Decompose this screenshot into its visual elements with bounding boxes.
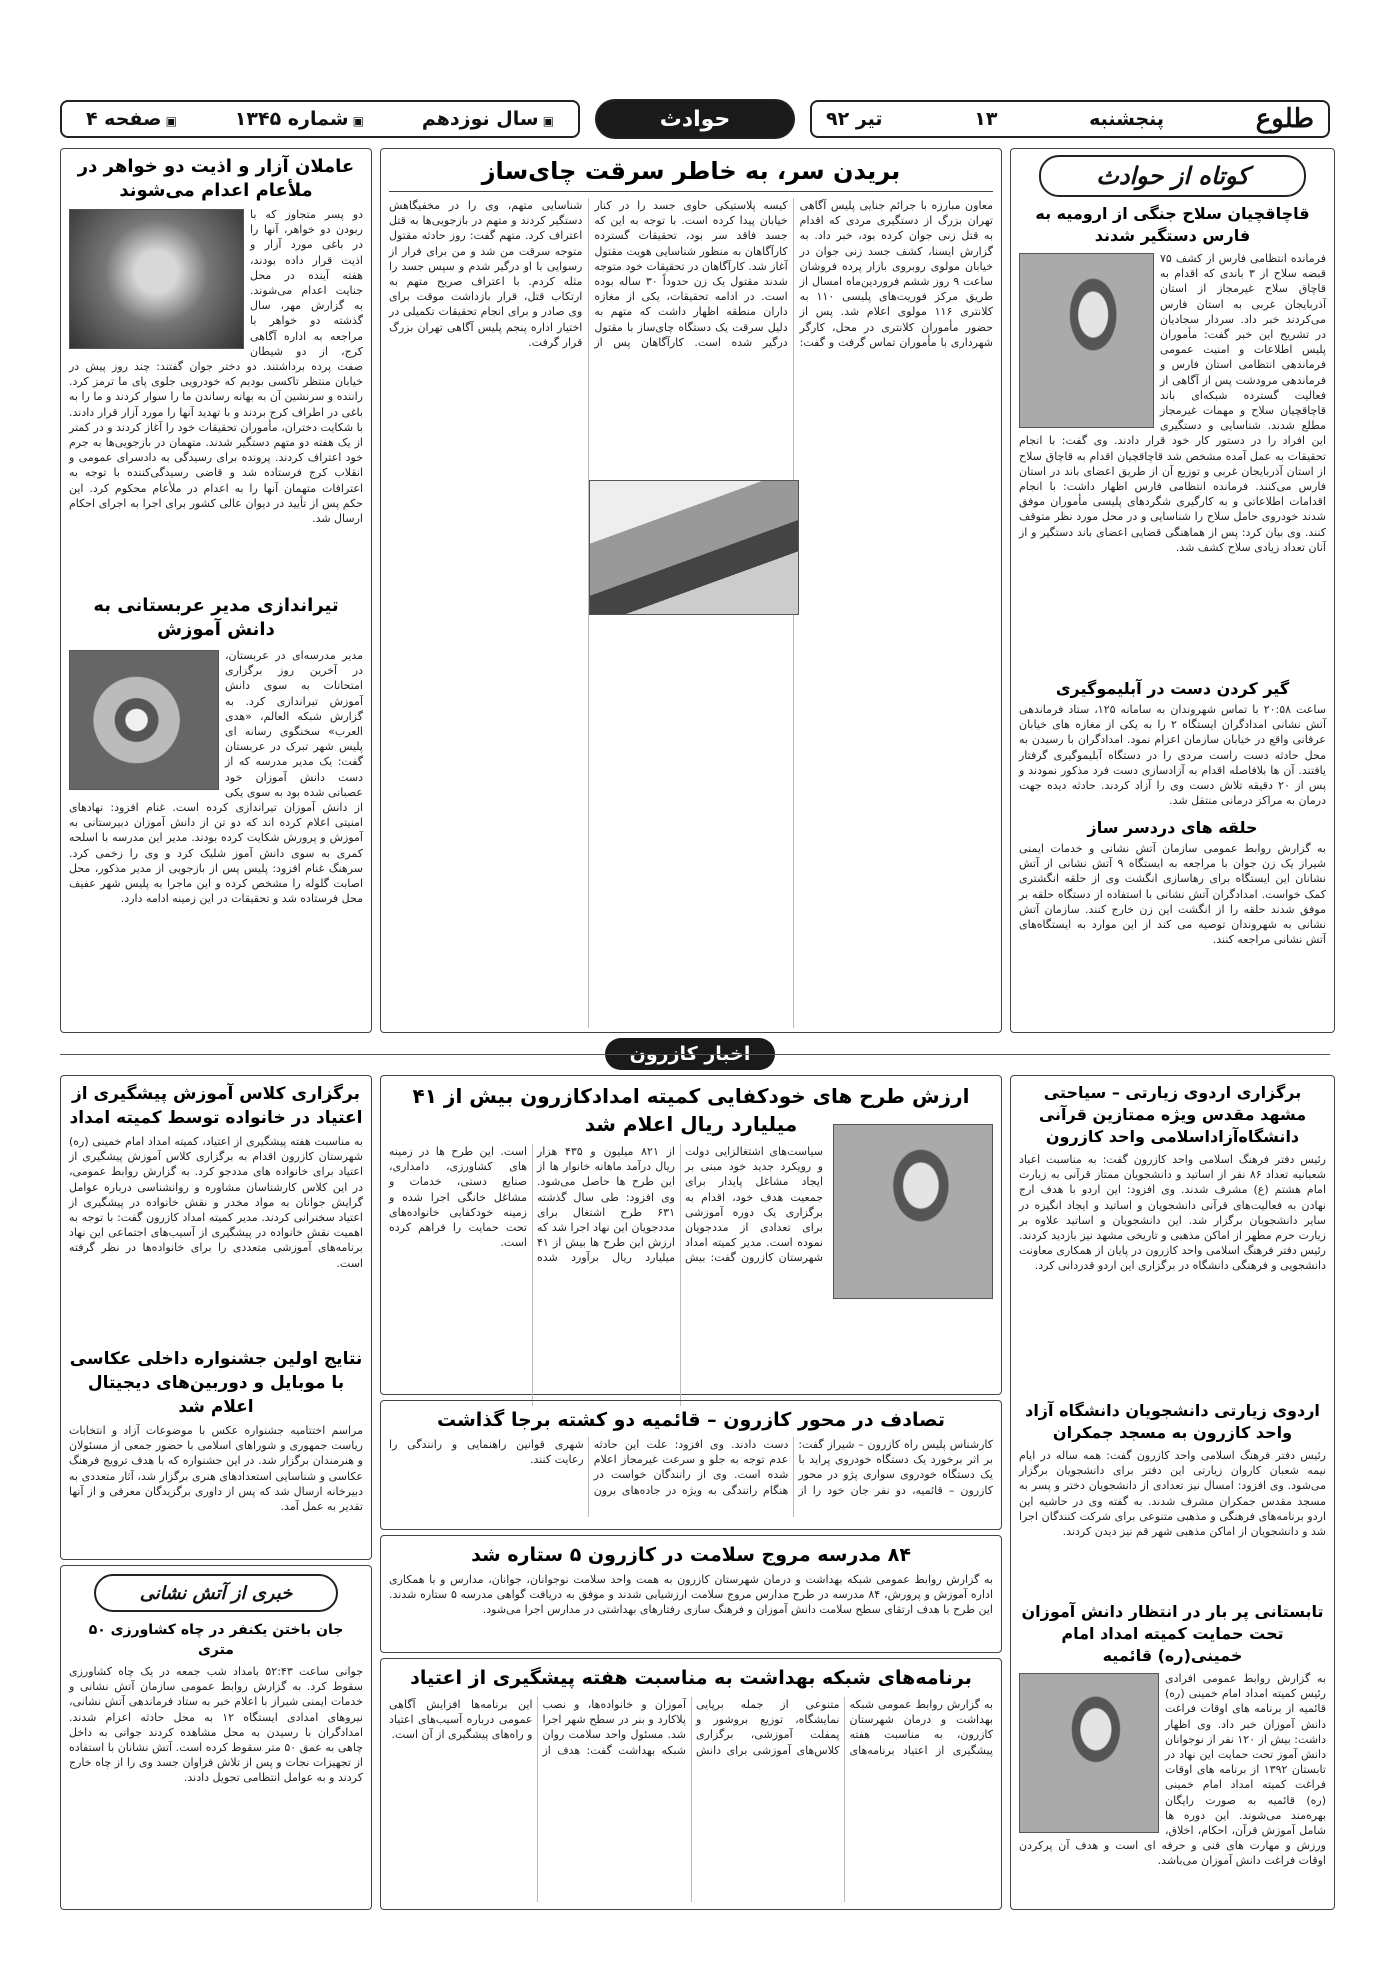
masthead-date-box [810, 100, 1330, 138]
kazerun-i-title: برنامه‌های شبکه بهداشت به مناسبت هفته پیشگیری از اعتیاد [410, 1667, 972, 1689]
kazerun-a-body: رئیس دفتر فرهنگ اسلامی واحد کازرون گفت: به مناسبت اعیاد شعبانیه تعداد ۸۶ نفر از اساتید و دانشجویان ممتاز قرآنی به زیارت امام هشتم (ع) مشرف شدند. وی افزود: این اردو با هدف ارج نهادن به فعالیت‌های قرآنی دانشجویان و اساتید و ایجاد انگیزه در سایر دانشجویان برگزار شد. این دانشجویان و اساتید علاوه بر زیارت حرم مطهر از اماکن مذهبی و تاریخی مشهد نیز بازدید کردند. رئیس دفتر فرهنگ اسلامی واحد کازرون در پایان از همکاری معاونت دانشجویی و فرهنگی دانشگاه در برگزاری این اردو قدردانی کرد. [1019, 1153, 1326, 1273]
kazerun-d-title: ارزش طرح های خودکفایی کمیته امدادکازرون بیش از ۴۱ میلیارد ریال اعلام شد [412, 1084, 970, 1136]
short-news-badge: کوتاه از حوادث [1039, 155, 1306, 197]
story2-body: ساعت ۲۰:۵۸ با تماس شهروندان به سامانه ۱۲۵، ستاد فرماندهی آتش نشانی امدادگران ایستگاه ۲ را به یکی از مغازه های خیابان عرفانی واقع در خیابان سازمان اعزام نمود. امدادگران با رسیدن به محل حادثه دست راست مردی را در دستگاه آبلیموگیری گرفتار یافتند. آن ها بلافاصله اقدام به آزادسازی دست فرد مذکور نمودند و پس از ۲۰ دقیقه تلاش دست وی را آزاد کردند. حادثه دیده جهت درمان به مراکز درمانی منتقل شد. [1019, 703, 1327, 808]
kazerun-left-column [60, 1075, 372, 1560]
left-story2-body: مدیر مدرسه‌ای در عربستان، در آخرین روز برگزاری امتحانات به سوی دانش آموزش تیراندازی کرد. به گزارش شبکه العالم، «هدی العرب» سخنگوی رسانه ای پلیس شهر تبرک در عربستان گفت: یک مدیر مدرسه که از دست دانش آموزان خود عصبانی شده بود به سوی یکی از دانش آموزان تیراندازی کرده است. غنام افزود: نهادهای امنیتی اعلام کرده اند که دو تن از دانش آموزان دبیرستانی به آموزش و پرورش شکایت کرده بودند. مدیر این مدرسه با اسلحه کمری به سوی دانش آموز شلیک کرد و وی را زخمی کرد. سرهنگ غنام افزود: پلیس پس از بازجویی از مدیر مذکور، محل اصابت گلوله را مشخص کرده و این ماجرا به پلیس شهر عفیف محل فرستاده شد و تحقیقات در این زمینه ادامه دارد. [69, 649, 363, 906]
kazerun-right-column [1010, 1075, 1335, 1910]
kazerun-d-body: سیاست‌های اشتغالزایی دولت و رویکرد جدید خود مبنی بر ایجاد مشاغل پایدار برای جمعیت هدف خود، اقدام به برگزاری یک دوره آموزشی برای تعدادی از مددجویان نموده است. مدیر کمیته امداد شهرستان کازرون گفت: بیش از ۸۲۱ میلیون و ۴۳۵ هزار ریال درآمد ماهانه خانوار ها از این طرح ها حاصل می‌شود. وی افزود: طی سال گذشته ۶۳۱ طرح اشتغال برای مددجویان این نهاد اجرا شد که ارزش این طرح ها بیش از ۴۱ میلیارد ریال برآورد شده است. این طرح ها در زمینه های کشاورزی، دامداری، صنایع دستی، خدمات و مشاغل خانگی اجرا شده و زمینه خودکفایی خانواده‌های تحت حمایت را فراهم کرده است. [389, 1145, 823, 1265]
main-story-title: بریدن سر، به خاطر سرقت چای‌ساز [389, 155, 993, 192]
main-story [380, 148, 1002, 1033]
main-story-body: معاون مبارزه با جرائم جنایی پلیس آگاهی تهران بزرگ از دستگیری مردی که اقدام به قتل زنی جوان کرده بود، خبر داد. به گزارش ایسنا، کشف جسد زنی جوان در خیابان مولوی روبروی بازار پرده فروشان ساعت ۹ روز ششم فروردین‌ماه امسال از طریق مرکز فوریت‌های پلیسی ۱۱۰ به کلانتری ۱۱۶ مولوی اعلام شد. پس از حضور مأموران کلانتری در محل، کارگر شهرداری با مأموران تماس گرفت و گفت: کیسه پلاستیکی حاوی جسد را در کنار خیابان پیدا کرده است. با توجه به این که جسد فاقد سر بود، تحقیقات گسترده کارآگاهان به منظور شناسایی هویت مقتول آغاز شد. کارآگاهان در تحقیقات خود متوجه شدند مقتول یک زن حدوداً ۳۰ ساله بوده است. در ادامه تحقیقات، یکی از مغازه داران منطقه اظهار داشت که متهم به دلیل سرقت یک دستگاه چای‌ساز با مقتول درگیر شده است. کارآگاهان پس از شناسایی متهم، وی را در مخفیگاهش دستگیر کردند و متهم در بازجویی‌ها به قتل اعتراف کرد. متهم گفت: روز حادثه مقتول متوجه سرقت من شد و من برای فرار از رسوایی با او درگیر شدم و سپس جسد را مثله کردم. با اعتراف صریح متهم به ارتکاب قتل، قرار بازداشت موقت برای وی صادر و برای انجام تحقیقات تکمیلی در اختیار اداره پنجم پلیس آگاهی تهران بزرگ قرار گرفت. [389, 199, 993, 349]
issue-label: ▣ شماره ۱۳۴۵ [234, 108, 365, 130]
kazerun-g-box [380, 1400, 1002, 1530]
knife-photo [589, 480, 799, 615]
kazerun-c-body: به گزارش روابط عمومی افرادی رئیس کمیته امداد امام خمینی (ره) قائمیه از برنامه های اوقات فراغت دانش آموزان خبر داد. وی اظهار داشت: بیش از ۱۲۰ نفر از نوجوانان دانش آموز تحت حمایت این نهاد در تابستان ۱۳۹۲ از برنامه های اوقات فراغت کمیته امداد امام خمینی (ره) قائمیه به صورت رایگان بهره‌مند می‌شوند. این دوره ها شامل آموزش قرآن، احکام، اخلاق، ورزش و مهارت های فنی و حرفه ای است و هدف آن پرکردن اوقات فراغت دانش آموزان می‌باشد. [1019, 1672, 1326, 1868]
kazerun-i-box [380, 1658, 1002, 1910]
fire-news-body: جوانی ساعت ۵۲:۴۳ بامداد شب جمعه در یک چاه کشاورزی سقوط کرد. به گزارش روابط عمومی سازمان آتش نشانی و خدمات ایمنی شیراز با اعلام خبر به ستاد فرماندهی آتش نشانی، نیروهای امدادی ایستگاه ۱۲ به محل حادثه اعزام شدند. امدادگران با رسیدن به محل مشاهده کردند جوانی به داخل چاهی به عمق ۵۰ متر سقوط کرده است. آتش نشانان با استفاده از تجهیزات نجات و پس از تلاش فراوان جسد وی را از چاه خارج کردند و به عوامل انتظامی تحویل دادند. [69, 1665, 364, 1785]
gun-photo [69, 650, 219, 790]
kazerun-g-body: کارشناس پلیس راه کازرون – شیراز گفت: بر اثر برخورد یک دستگاه خودروی پراید با یک دستگاه خودروی سواری پژو در محور کازرون – قائمیه، دو نفر جان خود را از دست دادند. وی افزود: علت این حادثه عدم توجه به جلو و سرعت غیرمجاز اعلام شده است. وی از رانندگان خواست در هنگام رانندگی به ویژه در جاده‌های برون شهری قوانین راهنمایی و رانندگی را رعایت کنند. [389, 1438, 993, 1497]
kazerun-f-body: مراسم اختتامیه جشنواره عکس با موضوعات آزاد و انتخابات ریاست جمهوری و شوراهای اسلامی با حضور جمعی از مسئولان و هنرمندان برگزار شد. در این جشنواره که با هدف ترویج فرهنگ عکاسی و شناسایی استعدادهای هنری برگزار شد، آثار متعددی به دبیرخانه ارسال شد که پس از داوری برگزیدگان معرفی و از آنها تقدیر به عمل آمد. [69, 1424, 363, 1514]
story3-title: حلقه های دردسر ساز [1087, 818, 1258, 837]
kazerun-section-tab: اخبار کازرون [605, 1038, 775, 1070]
kazerun-b-body: رئیس دفتر فرهنگ اسلامی واحد کازرون گفت: همه ساله در ایام نیمه شعبان کاروان زیارتی این دفتر برای دانشجویان برگزار می‌شود. وی افزود: امسال نیز تعدادی از دانشجویان دختر و پسر به مسجد مقدس جمکران مشرف شدند. به گفته وی در حاشیه این اردو برنامه‌های فرهنگی و مذهبی متنوعی برای شرکت کنندگان اجرا شد و دانشجویان از اماکن مذهبی شهر قم نیز دیدن کردند. [1019, 1449, 1326, 1539]
square-icon: ▣ [538, 114, 555, 128]
kazerun-e-body: به مناسبت هفته پیشگیری از اعتیاد، کمیته امداد امام خمینی (ره) شهرستان کازرون اقدام به برگزاری کلاس آموزش پیشگیری از اعتیاد برای خانواده های مددجو کرد. به گزارش روابط عمومی، در این کلاس کارشناسان مشاوره و روانشناسی درباره عوامل گرایش جوانان به مواد مخدر و نقش خانواده در پیشگیری از اعتیاد سخنرانی کردند. مدیر کمیته امداد کازرون گفت: با توجه به اهمیت نقش خانواده در پیشگیری از آسیب‌های اجتماعی این نهاد برنامه‌های آموزشی متعددی را برای خانواده‌ها در نظر گرفته است. [69, 1135, 363, 1270]
square-icon: ▣ [348, 114, 365, 128]
fire-news-box [60, 1565, 372, 1910]
kazerun-a-title: برگزاری اردوی زیارتی – سیاحتی مشهد مقدس ویژه ممتازین قرآنی دانشگاه‌آزاداسلامی واحد کازرون [1038, 1083, 1307, 1146]
weekday: پنجشنبه [1089, 108, 1165, 130]
kazerun-f-title: نتایج اولین جشنواره داخلی عکاسی با موبایل و دوربین‌های دیجیتال اعلام شد [69, 1349, 363, 1417]
kazerun-c-title: تابستانی پر بار در انتظار دانش آموزان تحت حمایت کمیته امداد امام خمینی(ره) قائمیه [1021, 1602, 1324, 1665]
masthead-issue-box [60, 100, 580, 138]
director-photo [1019, 1673, 1159, 1833]
story2-title: گیر کردن دست در آبلیموگیری [1055, 679, 1290, 698]
committee-director-photo [833, 1124, 993, 1299]
left-column [60, 148, 372, 1033]
fire-news-title: جان باختن یکنفر در چاه کشاورزی ۵۰ متری [88, 1622, 344, 1658]
arrest-photo [69, 209, 244, 349]
fire-news-badge: خبری از آتش نشانی [94, 1574, 338, 1612]
kazerun-d-box [380, 1075, 1002, 1395]
kazerun-h-title: ۸۴ مدرسه مروج سلامت در کازرون ۵ ستاره شد [471, 1544, 911, 1566]
page-label: ▣ صفحه ۴ [85, 108, 177, 130]
left-story2-title: تیراندازی مدیر عربستانی به دانش آموزش [93, 595, 339, 640]
kazerun-h-box [380, 1535, 1002, 1653]
left-story1-body: دو پسر متجاوز که با ربودن دو خواهر، آنها را در باغی مورد آزار و اذیت قرار داده بودند، هفته آینده در محل جنایت اعدام می‌شوند. به گزارش مهر، سال گذشته دو خواهر با مراجعه به اداره آگاهی کرج، از دو شیطان صفت پرده برداشتند. دو دختر جوان گفتند: چند روز پیش در خیابان منتظر تاکسی بودیم که خودرویی جلوی پای ما ترمز کرد. راننده و سرنشین آن به بهانه رساندن ما را سوار کردند و ما را به باغی در اطراف کرج بردند و با تهدید آنها را مورد آزار قرار دادند. با شکایت دختران، مأموران تحقیقات خود را آغاز کردند و در کمتر از یک هفته دو متهم دستگیر شدند. متهمان در بازجویی‌ها به جرم خود اعتراف کردند. پرونده برای رسیدگی به دادسرای عمومی و انقلاب کرج فرستاده شد و قاضی رسیدگی‌کننده با توجه به اعترافات متهمان آنها را به اعدام در ملأعام محکوم کرد. این حکم پس از تأیید در دیوان عالی کشور برای اجرا به اجرای احکام ارسال شد. [69, 208, 363, 526]
masthead [60, 100, 1330, 138]
main-story-body-wrap [389, 198, 993, 1028]
section-tab: حوادث [595, 99, 795, 139]
kazerun-h-body: به گزارش روابط عمومی شبکه بهداشت و درمان شهرستان کازرون به همت واحد سلامت نوجوانان، جوانان، مدارس و با همکاری اداره آموزش و پرورش، ۸۴ مدرسه در طرح مدارس مروج سلامت ارزشیابی شدند و موفق به دریافت گواهی مدرسه ۵ ستاره شدند. این طرح با هدف ارتقای سطح سلامت دانش آموزان و فرهنگ سازی رفتارهای بهداشتی در مدارس اجرا می‌شود. [389, 1573, 993, 1617]
kazerun-b-title: اردوی زیارتی دانشجویان دانشگاه آزاد واحد کازرون به مسجد جمکران [1025, 1401, 1320, 1442]
story1-body: فرمانده انتظامی فارس از کشف ۷۵ قبضه سلاح از ۳ باندی که اقدام به قاچاق سلاح غیرمجاز از استان آذربایجان غربی به استان فارس می‌کردند خبر داد. سردار سجادیان در تشریح این خبر گفت: مأموران پلیس اطلاعات و امنیت عمومی فرماندهی انتظامی استان فارس و فرماندهی مرودشت پس از آگاهی از فعالیت گسترده شبکه‌ای باند قاچاقچیان سلاح و مهمات غیرمجاز مطلع شدند. شناسایی و دستگیری این افراد را در دستور کار خود قرار دادند. وی گفت: با انجام تحقیقات به عمل آمده مشخص شد قاچاقچیان اقدام به قاچاق سلاح از استان آذربایجان غربی و توزیع آن از طریق اعضای باند در استان فارس می‌کنند. فرمانده انتظامی فارس اظهار داشت: با انجام اقدامات اطلاعاتی و به کارگیری شگردهای پلیسی مأموران موفق شدند خودروی حامل سلاح را شناسایی و در محل مورد نظر متوقف کنند. وی بیان کرد: پس از هماهنگی قضایی اعضای باند دستگیر و از آنان تعداد زیادی سلاح کشف شد. [1019, 252, 1326, 554]
officer-photo [1019, 253, 1154, 428]
short-news-column [1010, 148, 1335, 1033]
day: ۱۳ [974, 108, 998, 130]
square-icon: ▣ [161, 114, 177, 128]
month-year: تیر ۹۲ [826, 108, 883, 130]
kazerun-i-body: به گزارش روابط عمومی شبکه بهداشت و درمان شهرستان کازرون، به مناسبت هفته پیشگیری از اعتیاد برنامه‌های متنوعی از جمله برپایی نمایشگاه، توزیع بروشور و پمفلت آموزشی، برگزاری کلاس‌های آموزشی برای دانش آموزان و خانواده‌ها، و نصب پلاکارد و بنر در سطح شهر اجرا شد. مسئول واحد سلامت روان شبکه بهداشت گفت: هدف از این برنامه‌ها افزایش آگاهی عمومی درباره آسیب‌های اعتیاد و راه‌های پیشگیری از آن است. [389, 1698, 993, 1757]
kazerun-g-title: تصادف در محور کازرون – قائمیه دو کشته برجا گذاشت [437, 1409, 945, 1431]
kazerun-e-title: برگزاری کلاس آموزش پیشگیری از اعتیاد در خانواده توسط کمیته امداد [69, 1084, 363, 1128]
logo: طلوع [1255, 104, 1314, 134]
story3-body: به گزارش روابط عمومی سازمان آتش نشانی و خدمات ایمنی شیراز یک زن جوان با مراجعه به ایستگاه ۹ آتش نشانی از آتش نشانان این ایستگاه برای رهاسازی انگشت وی از حلقه انگشتری کمک خواست. امدادگران آتش نشانی با استفاده از دستگاه حلقه بر موفق شدند حلقه را از انگشت این زن خارج کنند. سازمان آتش نشانی به شهروندان توصیه می کند از این موارد به ایستگاه‌های آتش نشانی مراجعه کنند. [1019, 842, 1327, 947]
story1-title: قاچاقچیان سلاح جنگی از ارومیه به فارس دستگیر شدند [1035, 204, 1310, 245]
section-divider [60, 1054, 1330, 1055]
left-story1-title: عاملان آزار و اذیت دو خواهر در ملأعام اعدام می‌شوند [77, 156, 355, 201]
year-label: ▣ سال نوزدهم [421, 108, 555, 130]
